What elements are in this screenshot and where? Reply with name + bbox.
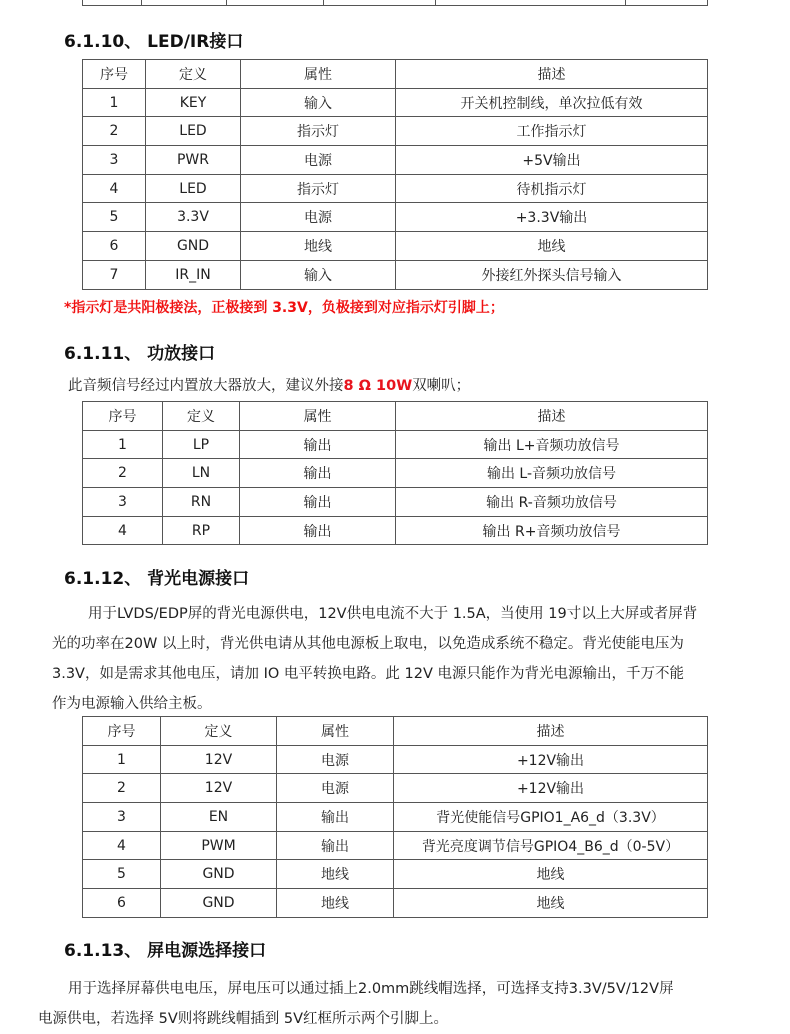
cell: 7: [83, 260, 146, 289]
cell: 1: [83, 745, 161, 774]
amplifier-intro: [68, 371, 470, 401]
header-cell: 序号: [83, 402, 163, 431]
table-row: [83, 516, 708, 545]
previous-table-fragment: [82, 0, 708, 6]
table-row: [83, 430, 708, 459]
cell: 输入: [241, 88, 396, 117]
amplifier-table: [82, 401, 708, 545]
cell: 地线: [394, 860, 708, 889]
cell: 6: [83, 889, 161, 918]
cell: 4: [83, 516, 163, 545]
cell: 3: [83, 146, 146, 175]
cell: 输入: [241, 260, 396, 289]
cell: 地线: [394, 889, 708, 918]
cell: 地线: [277, 860, 394, 889]
cell: 2: [83, 117, 146, 146]
cell: LN: [163, 459, 240, 488]
cell: +12V输出: [394, 745, 708, 774]
header-cell: 序号: [83, 60, 146, 89]
cell: 3.3V: [146, 203, 241, 232]
header-cell: 定义: [163, 402, 240, 431]
cell: 2: [83, 459, 163, 488]
paragraph-line: 用于选择屏幕供电电压，屏电压可以通过插上2.0mm跳线帽选择，可选择支持3.3V/5V/12V屏: [68, 981, 674, 997]
cell: RP: [163, 516, 240, 545]
cell: 1: [83, 88, 146, 117]
table-row: [83, 117, 708, 146]
paragraph-line: 作为电源输入供给主板。: [52, 696, 212, 712]
header-cell: 属性: [241, 60, 396, 89]
cell: 外接红外探头信号输入: [396, 260, 708, 289]
table-row: [83, 146, 708, 175]
cell: 电源: [277, 774, 394, 803]
cell: LED: [146, 117, 241, 146]
cell: 输出 R+音频功放信号: [396, 516, 708, 545]
cell: PWR: [146, 146, 241, 175]
cell: 指示灯: [241, 174, 396, 203]
header-cell: 描述: [396, 402, 708, 431]
intro-text-end: 双喇叭；: [412, 378, 471, 394]
cell: 4: [83, 174, 146, 203]
table-row: [83, 860, 708, 889]
cell: 5: [83, 860, 161, 889]
cell: 输出: [240, 459, 396, 488]
cell: 开关机控制线，单次拉低有效: [396, 88, 708, 117]
cell: 4: [83, 831, 161, 860]
cell: 输出: [240, 516, 396, 545]
cell: LED: [146, 174, 241, 203]
cell: KEY: [146, 88, 241, 117]
cell: 电源: [277, 745, 394, 774]
cell: 6: [83, 232, 146, 261]
cell: +3.3V输出: [396, 203, 708, 232]
cell: 1: [83, 430, 163, 459]
cell: LP: [163, 430, 240, 459]
header-cell: 定义: [161, 717, 277, 746]
cell: 2: [83, 774, 161, 803]
table-row: [83, 232, 708, 261]
cell: 12V: [161, 745, 277, 774]
cell: 输出 L-音频功放信号: [396, 459, 708, 488]
header-cell: 序号: [83, 717, 161, 746]
cell: 输出: [277, 831, 394, 860]
cell: 电源: [241, 146, 396, 175]
cell: 3: [83, 803, 161, 832]
table-row: [83, 774, 708, 803]
cell: 指示灯: [241, 117, 396, 146]
table-row: [83, 488, 708, 517]
header-cell: 属性: [277, 717, 394, 746]
cell: 背光使能信号GPIO1_A6_d（3.3V）: [394, 803, 708, 832]
table-header-row: [83, 717, 708, 746]
screen-power-description: [38, 974, 778, 1034]
cell: 12V: [161, 774, 277, 803]
paragraph-line: 光的功率在20W 以上时，背光供电请从其他电源板上取电，以免造成系统不稳定。背光使能电压为: [52, 636, 684, 652]
backlight-description: [52, 599, 772, 719]
table-row: [83, 459, 708, 488]
table-header-row: [83, 402, 708, 431]
cell: 工作指示灯: [396, 117, 708, 146]
cell: GND: [146, 232, 241, 261]
cell: EN: [161, 803, 277, 832]
section-heading-led-ir: 6.1.10、 LED/IR接口: [64, 32, 244, 52]
cell: 地线: [241, 232, 396, 261]
table-row: [83, 889, 708, 918]
cell: +5V输出: [396, 146, 708, 175]
header-cell: 属性: [240, 402, 396, 431]
cell: PWM: [161, 831, 277, 860]
table-row: [83, 260, 708, 289]
header-cell: 定义: [146, 60, 241, 89]
cell: GND: [161, 889, 277, 918]
cell: 地线: [396, 232, 708, 261]
paragraph-line: 3.3V，如是需求其他电压，请加 IO 电平转换电路。此 12V 电源只能作为背光电源输出，千万不能: [52, 666, 684, 682]
header-cell: 描述: [394, 717, 708, 746]
cell: 地线: [277, 889, 394, 918]
speaker-spec-highlight: 8 Ω 10W: [343, 378, 413, 394]
table-row: [83, 203, 708, 232]
table-row: [83, 88, 708, 117]
cell: 3: [83, 488, 163, 517]
backlight-table: [82, 716, 708, 918]
cell: 背光亮度调节信号GPIO4_B6_d（0-5V）: [394, 831, 708, 860]
cell: 输出 R-音频功放信号: [396, 488, 708, 517]
cell: 输出: [240, 430, 396, 459]
cell: 待机指示灯: [396, 174, 708, 203]
table-row: [83, 745, 708, 774]
table-row: [83, 831, 708, 860]
led-wiring-note: *指示灯是共阳极接法，正极接到 3.3V，负极接到对应指示灯引脚上；: [64, 300, 504, 316]
header-cell: 描述: [396, 60, 708, 89]
cell: GND: [161, 860, 277, 889]
cell: 电源: [241, 203, 396, 232]
section-heading-amplifier: 6.1.11、 功放接口: [64, 344, 216, 364]
cell: IR_IN: [146, 260, 241, 289]
cell: 5: [83, 203, 146, 232]
cell: 输出: [277, 803, 394, 832]
section-heading-screen-power: 6.1.13、 屏电源选择接口: [64, 941, 267, 961]
led-ir-table: [82, 59, 708, 290]
cell: RN: [163, 488, 240, 517]
cell: 输出: [240, 488, 396, 517]
cell: 输出 L+音频功放信号: [396, 430, 708, 459]
table-header-row: [83, 60, 708, 89]
table-row: [83, 803, 708, 832]
intro-text: 此音频信号经过内置放大器放大，建议外接: [68, 378, 344, 394]
paragraph-line: 用于LVDS/EDP屏的背光电源供电，12V供电电流不大于 1.5A，当使用 19寸以上大屏或者屏背: [88, 606, 698, 622]
cell: +12V输出: [394, 774, 708, 803]
paragraph-line: 电源供电，若选择 5V则将跳线帽插到 5V红框所示两个引脚上。: [38, 1011, 449, 1027]
section-heading-backlight: 6.1.12、 背光电源接口: [64, 569, 250, 589]
table-row: [83, 174, 708, 203]
